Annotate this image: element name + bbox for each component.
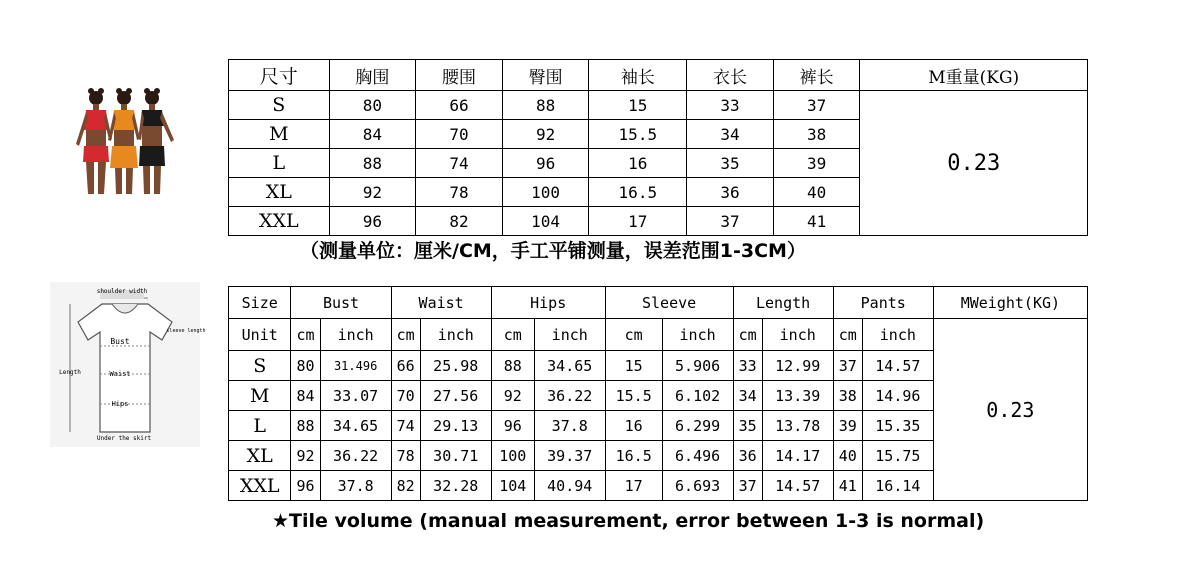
unit-cm: cm: [291, 319, 320, 351]
weight-value: 0.23: [933, 319, 1087, 501]
size-cell: S: [229, 91, 330, 120]
value-cell: 30.71: [420, 441, 491, 471]
value-cell: 96: [502, 149, 589, 178]
header-cell: Pants: [833, 287, 933, 319]
header-cell: Bust: [291, 287, 391, 319]
value-cell: 31.496: [320, 351, 391, 381]
diagram-label-shoulder: shoulder width: [96, 288, 148, 295]
value-cell: 15.35: [862, 411, 933, 441]
value-cell: 70: [391, 381, 420, 411]
value-cell: 14.57: [862, 351, 933, 381]
measurement-note-en: ★Tile volume (manual measurement, error between 1-3 is normal): [272, 510, 985, 532]
value-cell: 5.906: [662, 351, 733, 381]
value-cell: 39: [773, 149, 860, 178]
value-cell: 37: [687, 207, 774, 236]
value-cell: 96: [491, 411, 534, 441]
unit-inch: inch: [420, 319, 491, 351]
value-cell: 6.102: [662, 381, 733, 411]
value-cell: 17: [605, 471, 662, 501]
product-photo: [66, 84, 181, 200]
value-cell: 84: [291, 381, 320, 411]
unit-row: [229, 319, 1088, 351]
size-cell: S: [229, 351, 291, 381]
value-cell: 70: [416, 120, 503, 149]
value-cell: 80: [291, 351, 320, 381]
header-cell: Sleeve: [605, 287, 733, 319]
model-red: [76, 88, 112, 194]
value-cell: 6.496: [662, 441, 733, 471]
size-table-cn: [228, 59, 1088, 236]
diagram-label-hips: Hips: [111, 400, 129, 408]
value-cell: 33: [687, 91, 774, 120]
value-cell: 84: [329, 120, 416, 149]
value-cell: 88: [502, 91, 589, 120]
value-cell: 37.8: [320, 471, 391, 501]
header-cell: 腰围: [416, 60, 503, 91]
size-table-en: [228, 286, 1088, 501]
unit-cm: cm: [733, 319, 762, 351]
header-cell: 衣长: [687, 60, 774, 91]
header-cell-weight: M重量(KG): [860, 60, 1088, 91]
unit-cm: cm: [391, 319, 420, 351]
value-cell: 16: [589, 149, 687, 178]
header-cell: 袖长: [589, 60, 687, 91]
value-cell: 14.96: [862, 381, 933, 411]
value-cell: 41: [833, 471, 862, 501]
value-cell: 82: [416, 207, 503, 236]
header-cell: 尺寸: [229, 60, 330, 91]
value-cell: 92: [502, 120, 589, 149]
value-cell: 25.98: [420, 351, 491, 381]
value-cell: 32.28: [420, 471, 491, 501]
size-cell: XXL: [229, 207, 330, 236]
value-cell: 16: [605, 411, 662, 441]
value-cell: 104: [502, 207, 589, 236]
value-cell: 35: [733, 411, 762, 441]
value-cell: 88: [329, 149, 416, 178]
diagram-label-sleeve: sleeve length: [166, 328, 206, 334]
value-cell: 40: [773, 178, 860, 207]
diagram-label-length: Length: [59, 369, 81, 376]
value-cell: 37: [833, 351, 862, 381]
size-cell: XL: [229, 178, 330, 207]
unit-label: Unit: [229, 319, 291, 351]
value-cell: 40: [833, 441, 862, 471]
value-cell: 37: [773, 91, 860, 120]
measurement-note-cn: （测量单位：厘米/CM，手工平铺测量，误差范围1-3CM）: [300, 240, 806, 262]
header-cell-weight: MWeight(KG): [933, 287, 1087, 319]
value-cell: 66: [391, 351, 420, 381]
value-cell: 33.07: [320, 381, 391, 411]
unit-cm: cm: [491, 319, 534, 351]
value-cell: 27.56: [420, 381, 491, 411]
value-cell: 16.5: [589, 178, 687, 207]
value-cell: 34.65: [534, 351, 605, 381]
value-cell: 66: [416, 91, 503, 120]
value-cell: 15.5: [605, 381, 662, 411]
value-cell: 14.57: [762, 471, 833, 501]
value-cell: 38: [833, 381, 862, 411]
value-cell: 34.65: [320, 411, 391, 441]
header-cell: Size: [229, 287, 291, 319]
value-cell: 88: [291, 411, 320, 441]
header-cell: 胸围: [329, 60, 416, 91]
value-cell: 92: [491, 381, 534, 411]
unit-inch: inch: [862, 319, 933, 351]
value-cell: 100: [491, 441, 534, 471]
value-cell: 38: [773, 120, 860, 149]
size-cell: XL: [229, 441, 291, 471]
value-cell: 34: [733, 381, 762, 411]
diagram-label-skirt: Under the skirt: [96, 435, 152, 442]
value-cell: 12.99: [762, 351, 833, 381]
header-cell: 裤长: [773, 60, 860, 91]
size-cell: L: [229, 411, 291, 441]
value-cell: 34: [687, 120, 774, 149]
header-cell: Hips: [491, 287, 605, 319]
value-cell: 39: [833, 411, 862, 441]
header-cell: Waist: [391, 287, 491, 319]
weight-value: 0.23: [860, 91, 1088, 236]
value-cell: 16.5: [605, 441, 662, 471]
unit-cm: cm: [605, 319, 662, 351]
size-cell: M: [229, 381, 291, 411]
value-cell: 6.693: [662, 471, 733, 501]
value-cell: 36.22: [534, 381, 605, 411]
unit-inch: inch: [762, 319, 833, 351]
value-cell: 17: [589, 207, 687, 236]
value-cell: 37: [733, 471, 762, 501]
unit-inch: inch: [320, 319, 391, 351]
value-cell: 37.8: [534, 411, 605, 441]
value-cell: 41: [773, 207, 860, 236]
unit-inch: inch: [534, 319, 605, 351]
value-cell: 39.37: [534, 441, 605, 471]
value-cell: 36: [733, 441, 762, 471]
value-cell: 15.5: [589, 120, 687, 149]
value-cell: 96: [291, 471, 320, 501]
value-cell: 96: [329, 207, 416, 236]
value-cell: 15: [605, 351, 662, 381]
model-black: [138, 88, 174, 194]
value-cell: 15: [589, 91, 687, 120]
size-cell: XXL: [229, 471, 291, 501]
value-cell: 88: [491, 351, 534, 381]
value-cell: 13.78: [762, 411, 833, 441]
value-cell: 40.94: [534, 471, 605, 501]
size-cell: L: [229, 149, 330, 178]
size-cell: M: [229, 120, 330, 149]
value-cell: 35: [687, 149, 774, 178]
value-cell: 14.17: [762, 441, 833, 471]
value-cell: 78: [391, 441, 420, 471]
value-cell: 36.22: [320, 441, 391, 471]
value-cell: 33: [733, 351, 762, 381]
unit-inch: inch: [662, 319, 733, 351]
header-cell: 臀围: [502, 60, 589, 91]
value-cell: 74: [391, 411, 420, 441]
value-cell: 78: [416, 178, 503, 207]
value-cell: 80: [329, 91, 416, 120]
diagram-label-waist: Waist: [109, 370, 131, 378]
model-orange: [108, 88, 140, 194]
diagram-label-bust: Bust: [110, 337, 130, 346]
value-cell: 92: [291, 441, 320, 471]
value-cell: 92: [329, 178, 416, 207]
value-cell: 36: [687, 178, 774, 207]
value-cell: 13.39: [762, 381, 833, 411]
value-cell: 82: [391, 471, 420, 501]
value-cell: 29.13: [420, 411, 491, 441]
value-cell: 16.14: [862, 471, 933, 501]
value-cell: 104: [491, 471, 534, 501]
table-row: [229, 91, 1088, 120]
table-header-row: [229, 287, 1088, 319]
value-cell: 74: [416, 149, 503, 178]
value-cell: 6.299: [662, 411, 733, 441]
measurement-diagram: [50, 282, 206, 447]
header-cell: Length: [733, 287, 833, 319]
value-cell: 100: [502, 178, 589, 207]
unit-cm: cm: [833, 319, 862, 351]
table-header-row: [229, 60, 1088, 91]
value-cell: 15.75: [862, 441, 933, 471]
